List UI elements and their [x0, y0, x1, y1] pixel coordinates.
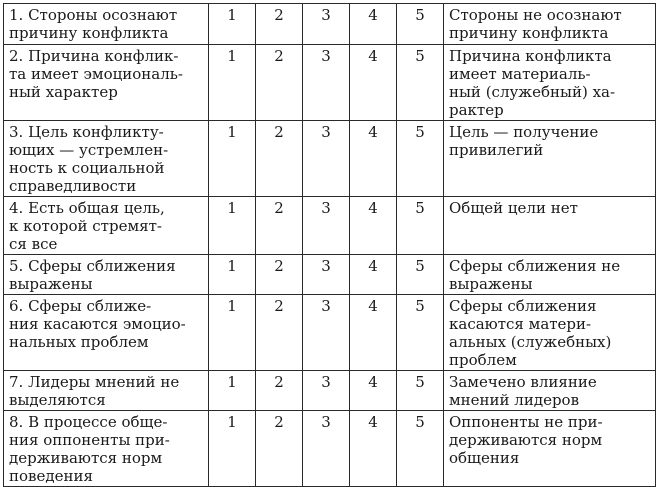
scale-value: 1 [209, 4, 256, 45]
table-row [4, 411, 656, 487]
right-statement: Стороны не осознают причину конфликта [444, 4, 656, 45]
scale-value: 3 [303, 4, 350, 45]
scale-value: 2 [256, 295, 303, 371]
table-row [4, 45, 656, 121]
scale-value: 1 [209, 255, 256, 295]
scale-value: 4 [350, 121, 397, 197]
scale-value: 4 [350, 411, 397, 487]
left-statement: 7. Лидеры мнений не выделяются [4, 371, 209, 411]
scale-value: 5 [397, 295, 444, 371]
right-statement: Сферы сближения не выражены [444, 255, 656, 295]
scale-value: 3 [303, 197, 350, 255]
scale-value: 2 [256, 255, 303, 295]
scale-value: 4 [350, 255, 397, 295]
scale-value: 3 [303, 45, 350, 121]
table-row [4, 371, 656, 411]
right-statement: Общей цели нет [444, 197, 656, 255]
scale-value: 3 [303, 295, 350, 371]
scale-value: 3 [303, 371, 350, 411]
scale-value: 5 [397, 371, 444, 411]
right-statement: Цель — получение привилегий [444, 121, 656, 197]
scale-value: 2 [256, 197, 303, 255]
scale-value: 1 [209, 45, 256, 121]
left-statement: 1. Стороны осознают причину конфликта [4, 4, 209, 45]
table-row [4, 295, 656, 371]
scale-value: 4 [350, 4, 397, 45]
scale-value: 1 [209, 197, 256, 255]
scale-value: 3 [303, 411, 350, 487]
scale-value: 4 [350, 45, 397, 121]
scale-value: 5 [397, 45, 444, 121]
scale-value: 5 [397, 121, 444, 197]
scale-value: 3 [303, 121, 350, 197]
right-statement: Причина конфликта имеет материаль- ный (служебный) ха- рактер [444, 45, 656, 121]
scale-value: 2 [256, 4, 303, 45]
scale-value: 4 [350, 295, 397, 371]
table-row [4, 197, 656, 255]
scale-value: 2 [256, 45, 303, 121]
scale-value: 4 [350, 197, 397, 255]
scale-value: 1 [209, 121, 256, 197]
left-statement: 3. Цель конфликту- ющих — устремлен- ность к социальной справедливости [4, 121, 209, 197]
scale-value: 2 [256, 371, 303, 411]
scale-value: 1 [209, 371, 256, 411]
scale-value: 1 [209, 411, 256, 487]
left-statement: 8. В процессе обще- ния оппоненты при- держиваются норм поведения [4, 411, 209, 487]
right-statement: Замечено влияние мнений лидеров [444, 371, 656, 411]
scale-value: 5 [397, 197, 444, 255]
right-statement: Оппоненты не при- держиваются норм общения [444, 411, 656, 487]
left-statement: 4. Есть общая цель, к которой стремят- ся все [4, 197, 209, 255]
right-statement: Сферы сближения касаются матери- альных (служебных) проблем [444, 295, 656, 371]
scale-value: 5 [397, 4, 444, 45]
scale-value: 5 [397, 255, 444, 295]
conflict-assessment-table [3, 3, 656, 487]
scale-value: 2 [256, 121, 303, 197]
left-statement: 6. Сферы сближе- ния касаются эмоцио- нальных проблем [4, 295, 209, 371]
table-row [4, 4, 656, 45]
left-statement: 2. Причина конфлик- та имеет эмоциональ- ный характер [4, 45, 209, 121]
table-row [4, 255, 656, 295]
table-row [4, 121, 656, 197]
scale-value: 2 [256, 411, 303, 487]
left-statement: 5. Сферы сближения выражены [4, 255, 209, 295]
scale-value: 5 [397, 411, 444, 487]
scale-value: 3 [303, 255, 350, 295]
scale-value: 4 [350, 371, 397, 411]
scale-value: 1 [209, 295, 256, 371]
